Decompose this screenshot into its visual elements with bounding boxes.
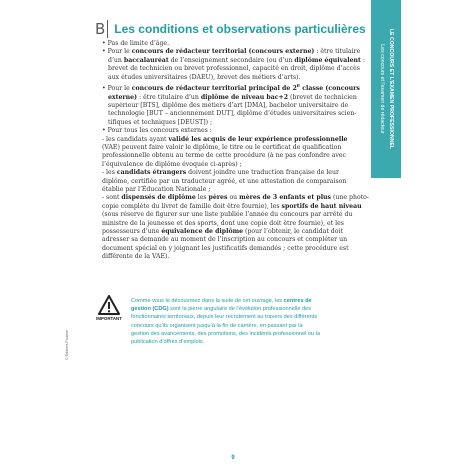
body-line: adresser sa demande au moment de l’inscription au concours et compléter un [102,236,348,244]
body-line: • Pour le concours de rédacteur territorial (concours externe) : être titulaire [102,48,361,56]
body-line: - sont dispensés de diplôme les pères ou mères de 3 enfants et plus (une photo- [102,194,369,202]
body-line: ministre de la jeunesse et des sports, dont une copie doit être fournie), et les [102,219,344,227]
important-callout-marker [95,295,123,321]
callout-line: gestion (CDG) sont la pierre angulaire de l’évolution professionnelle des [131,306,312,313]
chapter-side-tab [371,0,401,178]
body-line: diplôme, certifiée par un traducteur agréé, et une attestation de comparaison [102,177,347,185]
body-line: - les candidats ayant validé les acquis de leur expérience professionnelle [102,135,348,143]
body-line: professionnelle obtenu au terme de cette procédure (à ne pas confondre avec [102,152,347,160]
section-letter: B [95,20,108,38]
section-title: Les conditions et observations particulières [114,22,366,36]
body-line: externe) : être titulaire d’un diplôme de niveau bac+2 (brevet de technicien [108,93,357,101]
body-line: • Pour tous les concours externes : [102,127,212,135]
callout-line: Comme vous le découvrirez dans la suite de cet ouvrage, les centres de [131,298,312,304]
body-line: possesseurs d’une équivalence de diplôme (pour l’obtenir, le candidat doit [102,228,343,235]
body-line: l’équivalence de diplôme évoquée ci-après) ; [102,160,242,168]
callout-line: fonctionnaires territoriaux, depuis leur recrutement au travers des différents [131,314,318,321]
callout-line: gestion des avancements, des promotions, des incidents professionnel ou la [131,330,321,337]
copyright-notice: © Éditions Foucher [65,329,69,360]
callout-line: concours qu’ils organisent jusqu’à la fin de carrière, en passant par la [131,322,303,329]
body-line: (sous réserve de figurer sur une liste publiée l’année du concours par arrêté du [102,211,353,219]
body-line: brevet de technicien ou brevet professionnel, capacité en droit, diplôme d’accès [108,65,360,73]
page-number: 9 [231,455,235,461]
body-line: • Pour le concours de rédacteur territorial principal de 2e classe (concours [102,83,360,93]
body-line: aux études universitaires (DAEU), brevet des métiers d’arts). [108,73,301,81]
body-line: différente de la VAE). [102,253,170,261]
side-tab-subchapter: Les concours et l’examen de rédacteur [379,44,385,134]
important-callout-text [131,297,371,346]
side-tab-chapter: LE CONCOURS ET L’EXAMEN PROFESSIONNEL [388,28,394,150]
body-line: - les candidats étrangers doivent joindre une traduction française de leur [102,169,339,177]
warning-icon [98,295,120,315]
body-line: copie complète du livret de famille doit être fournie), les sportifs de haut niveau [102,202,362,210]
body-text [102,40,369,262]
body-line: d’un baccalauréat de l’enseignement secondaire (ou d’un diplôme équivalent : [108,56,365,64]
body-line: supérieur [BTS], diplôme des métiers d’art [DMA], bachelor universitaire de [108,101,349,109]
body-line: tifiques et techniques [DEUST]) ; [108,118,213,126]
callout-line: publication d’offres d’emplois. [131,339,205,346]
body-line: • Pas de limite d’âge. [102,40,170,47]
body-line: technologie [BUT – anciennement DUT], diplôme d’études universitaires scien- [108,110,357,118]
body-line: établie par l’Éducation Nationale ; [102,185,211,193]
section-heading [95,20,366,38]
body-line: document spécial en y joignant les justificatifs demandés ; cette procédure est [102,244,349,252]
important-label: IMPORTANT [96,316,122,321]
body-line: (VAE) peuvent faire valoir le diplôme, le titre ou le certificat de qualification [102,143,342,151]
